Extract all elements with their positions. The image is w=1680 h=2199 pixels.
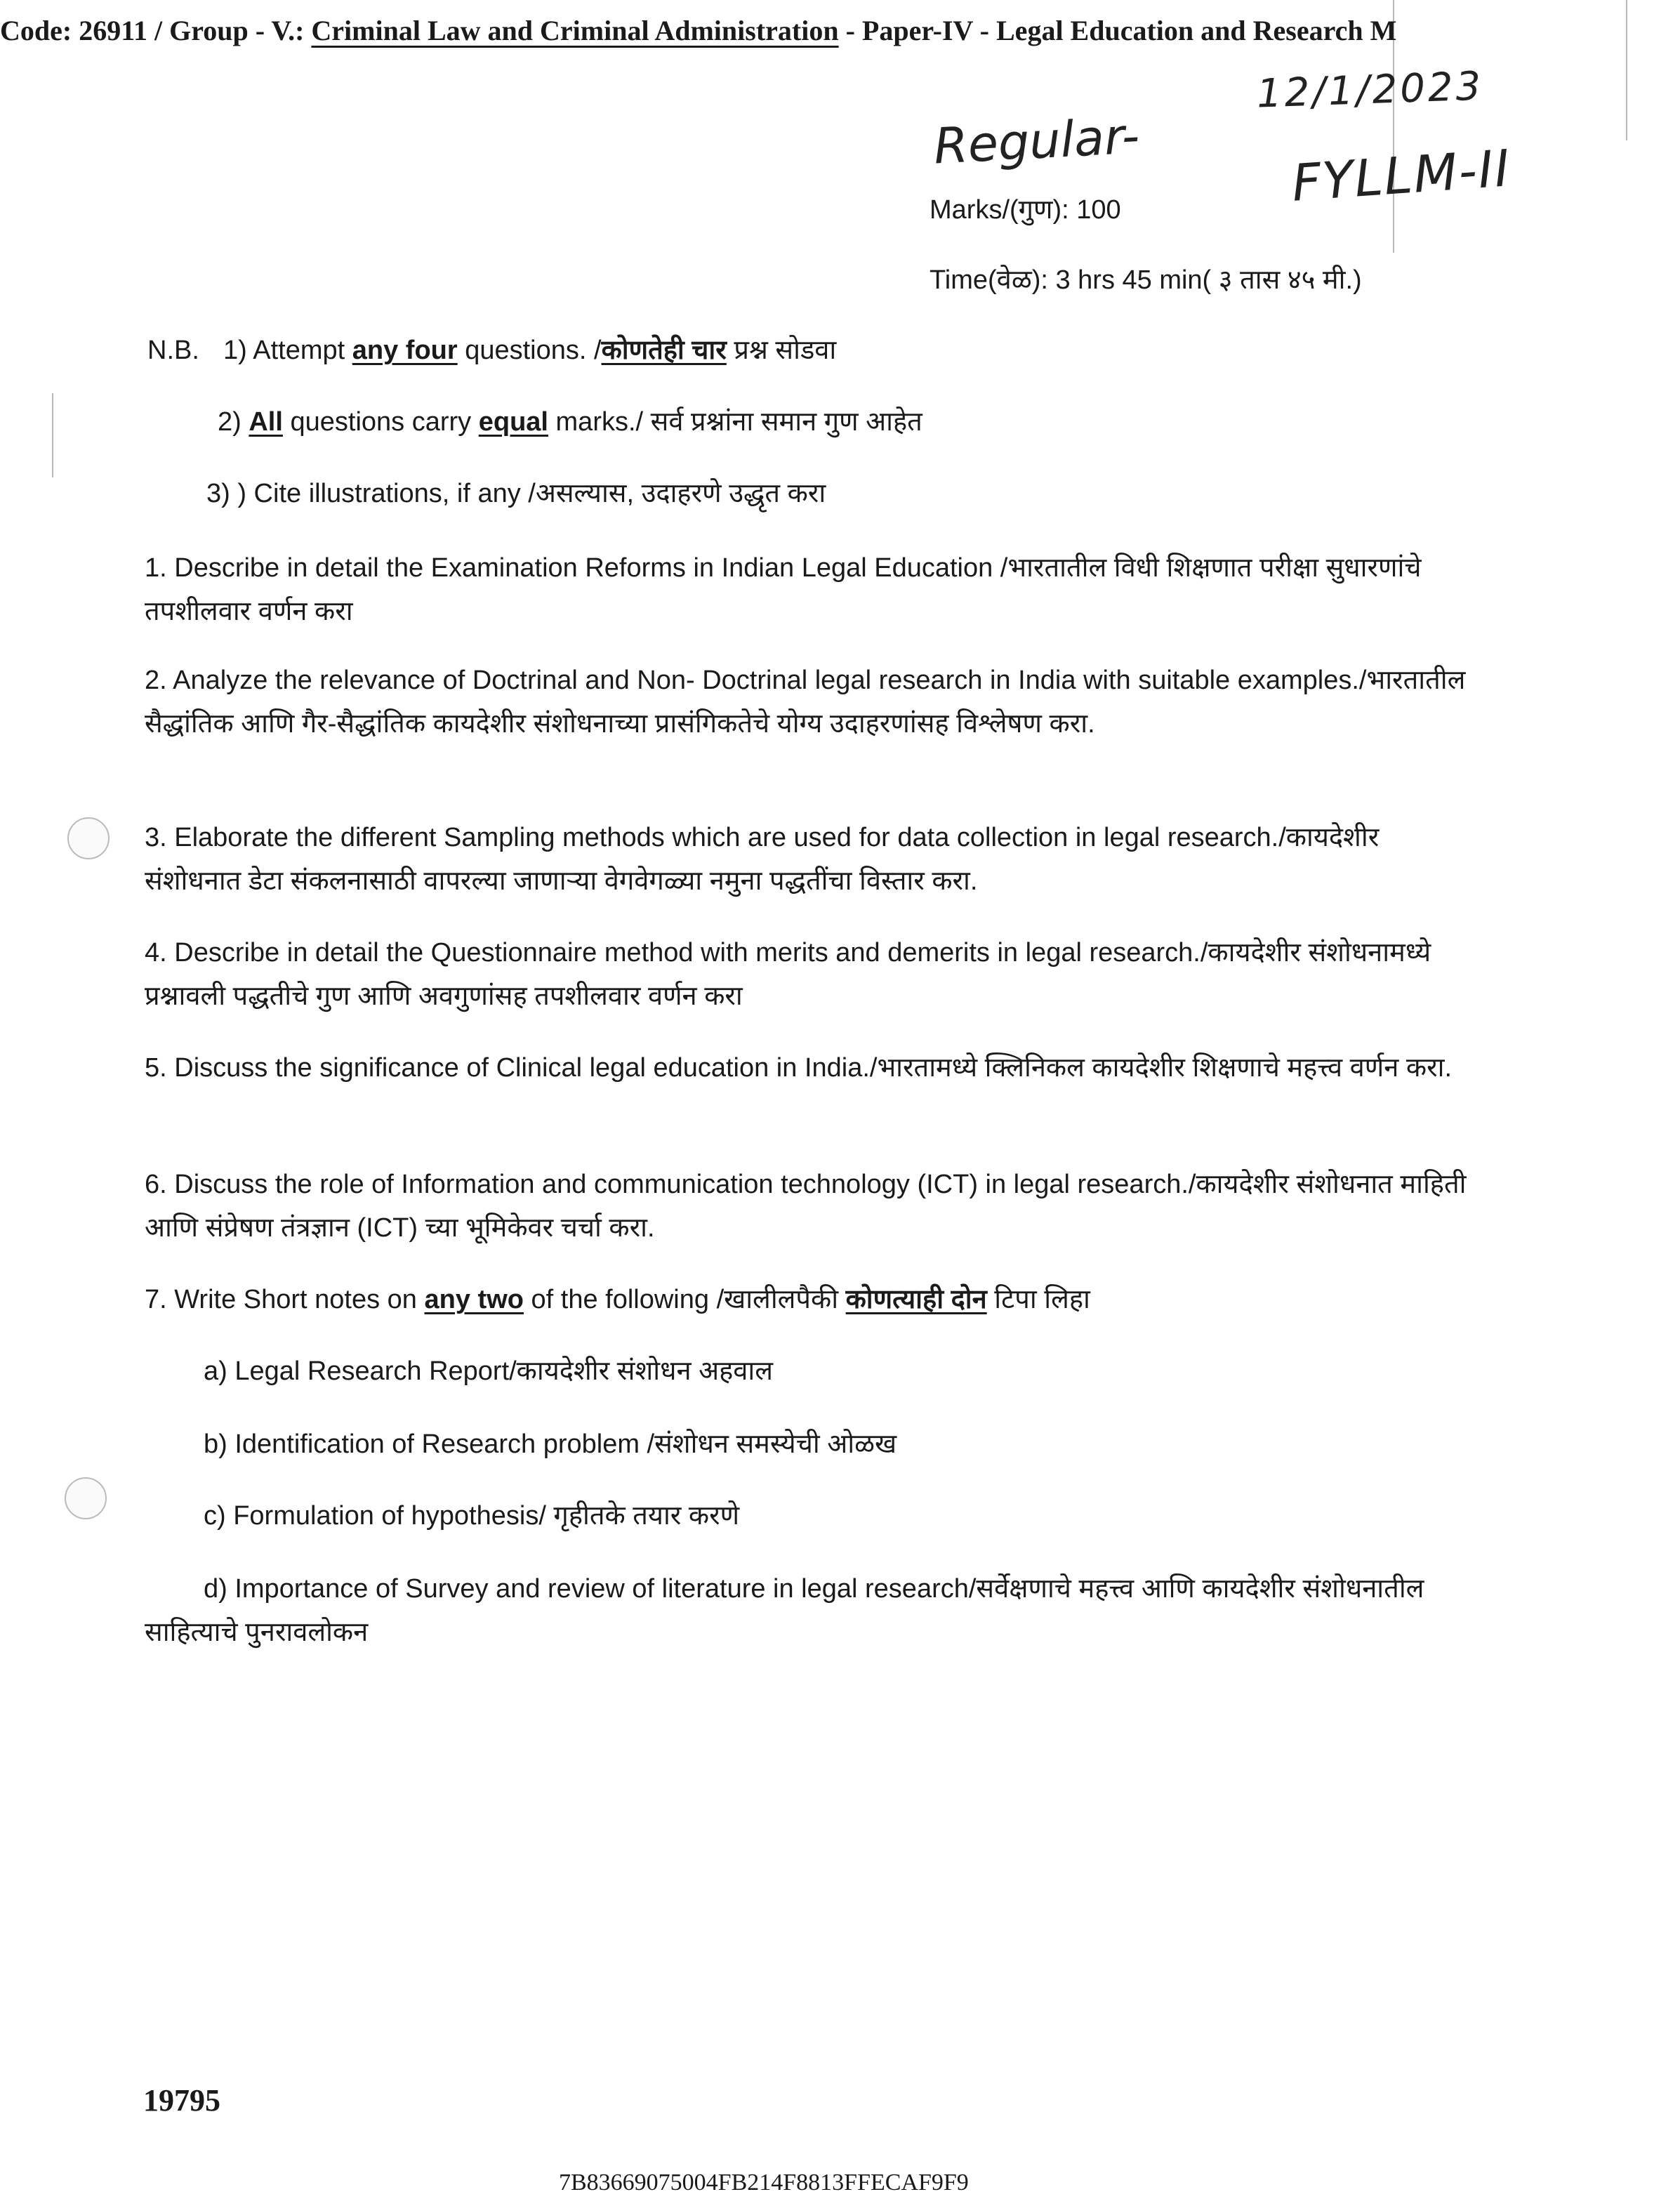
header-suffix: - Paper-IV - Legal Education and Research M bbox=[838, 15, 1397, 46]
scan-edge-line-left bbox=[52, 393, 53, 477]
punch-hole-top bbox=[67, 817, 110, 859]
instruction-2 bbox=[218, 404, 922, 440]
short-note-c: c) Formulation of hypothesis/ गृहीतके तयार करणे bbox=[204, 1501, 740, 1531]
instruction-2-pre: 2) bbox=[218, 407, 249, 437]
question-7 bbox=[145, 1278, 1479, 1321]
instructions-label: N.B. bbox=[147, 336, 199, 365]
instruction-1-pre: 1) Attempt bbox=[223, 336, 352, 365]
header-prefix: Code: 26911 / Group - V.: bbox=[0, 15, 312, 46]
instruction-2-emphasis: All bbox=[249, 407, 283, 437]
exam-header bbox=[0, 10, 1680, 52]
short-note-a: a) Legal Research Report/कायदेशीर संशोधन अहवाल bbox=[204, 1356, 774, 1386]
handwritten-class: FYLLM-II bbox=[1290, 138, 1513, 213]
short-note-b: b) Identification of Research problem /संशोधन समस्येची ओळख bbox=[204, 1429, 897, 1459]
short-note-d: d) Importance of Survey and review of literature in legal research/सर्वेक्षणाचे महत्त्व आणि कायदेशीर संशोधनातील साहित्याचे पुनरावलोकन bbox=[145, 1574, 1424, 1647]
punch-hole-bottom bbox=[65, 1477, 107, 1519]
question-3: 3. Elaborate the different Sampling methods which are used for data collection in legal research./कायदेशीर संशोधनात डेटा संकलनासाठी वापरल्या जाणाऱ्या वेगवेगळ्या नमुना पद्धतींचा विस्तार करा. bbox=[145, 823, 1380, 896]
question-7-emphasis-marathi: कोणत्याही दोन bbox=[845, 1285, 987, 1314]
question-7-pre: 7. Write Short notes on bbox=[145, 1285, 425, 1314]
question-4: 4. Describe in detail the Questionnaire method with merits and demerits in legal research./कायदेशीर संशोधनामध्ये प्रश्नावली पद्धतीचे गुण आणि अवगुणांसह तपशीलवार वर्णन करा bbox=[145, 938, 1431, 1011]
instruction-1-emphasis-marathi: कोणतेही चार bbox=[601, 336, 727, 365]
instruction-2-mid: questions carry bbox=[282, 407, 479, 437]
question-2: 2. Analyze the relevance of Doctrinal and Non- Doctrinal legal research in India with suitable examples./भारतातील सैद्धांतिक आणि गैर-सैद्धांतिक कायदेशीर संशोधनाच्या प्रासंगिकतेचे योग्य उदाहरणांसह विश्लेषण करा. bbox=[145, 666, 1466, 739]
instruction-1-post: प्रश्न सोडवा bbox=[726, 336, 837, 365]
question-6: 6. Discuss the role of Information and communication technology (ICT) in legal research./कायदेशीर संशोधनात माहिती आणि संप्रेषण तंत्रज्ञान (ICT) च्या भूमिकेवर चर्चा करा. bbox=[145, 1170, 1467, 1243]
question-7-post: टिपा लिहा bbox=[986, 1285, 1090, 1314]
instruction-2-emphasis-equal: equal bbox=[478, 407, 548, 437]
handwritten-exam-type: Regular- bbox=[932, 107, 1142, 176]
question-7-emphasis: any two bbox=[424, 1285, 524, 1314]
instruction-3: 3) ) Cite illustrations, if any /असल्यास, उदाहरणे उद्धृत करा bbox=[206, 479, 826, 508]
handwritten-date: 12/1/2023 bbox=[1255, 63, 1485, 117]
instruction-2-post: marks./ सर्व प्रश्नांना समान गुण आहेत bbox=[548, 407, 922, 437]
instruction-1 bbox=[223, 333, 836, 368]
instruction-1-mid: questions. / bbox=[457, 336, 602, 365]
exam-time: Time(वेळ): 3 hrs 45 min( ३ तास ४५ मी.) bbox=[930, 265, 1362, 295]
header-subject: Criminal Law and Criminal Administration bbox=[311, 15, 839, 46]
question-5: 5. Discuss the significance of Clinical legal education in India./भारतामध्ये क्लिनिकल कायदेशीर शिक्षणाचे महत्त्व वर्णन करा. bbox=[145, 1053, 1453, 1083]
document-code: 7B83669075004FB214F8813FFECAF9F9 bbox=[559, 2170, 969, 2195]
page-number: 19795 bbox=[143, 2083, 220, 2118]
question-1: 1. Describe in detail the Examination Reforms in Indian Legal Education /भारतातील विधी शिक्षणात परीक्षा सुधारणांचे तपशीलवार वर्णन करा bbox=[145, 553, 1422, 626]
instruction-1-emphasis: any four bbox=[352, 336, 458, 365]
question-7-mid: of the following /खालीलपैकी bbox=[523, 1285, 846, 1314]
exam-marks: Marks/(गुण): 100 bbox=[930, 195, 1121, 225]
